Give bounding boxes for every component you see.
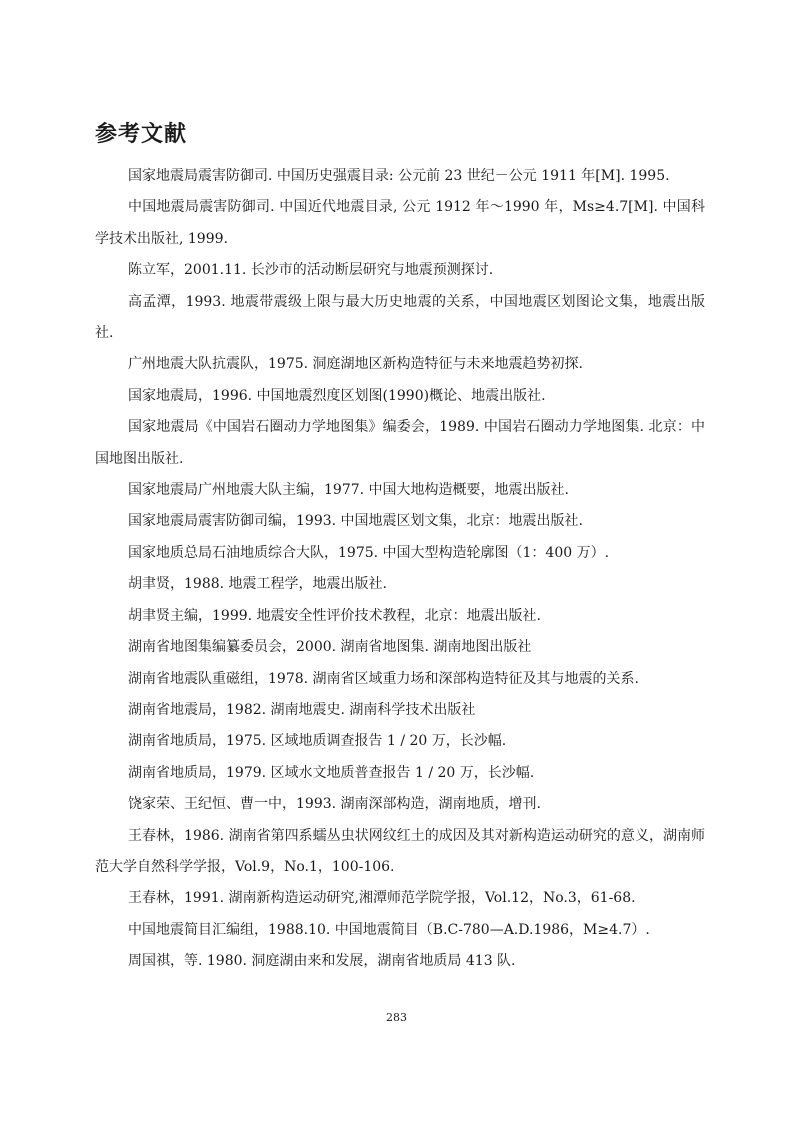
reference-item: 周国祺，等. 1980. 洞庭湖由来和发展，湖南省地质局 413 队.	[128, 953, 516, 970]
page-number: 283	[386, 1011, 407, 1024]
section-heading: 参考文献	[95, 122, 188, 147]
reference-item: 王春林，1986. 湖南省第四系蠕丛虫状网纹红土的成因及其对新构造运动研究的意义，湖南师范大学自然科学学报，Vol.9，No.1，100-106.	[95, 827, 705, 875]
reference-item: 国家地震局，1996. 中国地震烈度区划图(1990)概论、地震出版社.	[128, 387, 546, 404]
reference-item: 中国地震简目汇编组，1988.10. 中国地震简目（B.C-780—A.D.1986，M≥4.7）.	[128, 921, 650, 938]
reference-item: 高孟潭，1993. 地震带震级上限与最大历史地震的关系，中国地震区划图论文集，地震出版社.	[95, 293, 705, 342]
reference-item: 湖南省地质局，1979. 区域水文地质普查报告 1 / 20 万，长沙幅.	[128, 764, 535, 781]
reference-item: 陈立军，2001.11. 长沙市的活动断层研究与地震预测探讨.	[128, 262, 494, 279]
reference-item: 湖南省地质局，1975. 区域地质调查报告 1 / 20 万，长沙幅.	[128, 733, 507, 750]
reference-item: 湖南省地震局，1982. 湖南地震史. 湖南科学技术出版社	[128, 701, 476, 718]
reference-item: 湖南省地图集编纂委员会，2000. 湖南省地图集. 湖南地图出版社	[128, 639, 532, 656]
reference-item: 胡聿贤主编，1999. 地震安全性评价技术教程，北京：地震出版社.	[128, 607, 541, 624]
reference-item: 胡聿贤，1988. 地震工程学，地震出版社.	[128, 576, 387, 593]
reference-item: 国家地震局广州地震大队主编，1977. 中国大地构造概要，地震出版社.	[128, 482, 569, 499]
reference-item: 广州地震大队抗震队，1975. 洞庭湖地区新构造特征与未来地震趋势初探.	[128, 356, 583, 373]
reference-item: 国家地震局震害防御司编，1993. 中国地震区划文集，北京：地震出版社.	[128, 513, 583, 530]
reference-item: 中国地震局震害防御司. 中国近代地震目录, 公元 1912 年～1990 年，Ms≥4.7[M]. 中国科学技术出版社, 1999.	[95, 199, 705, 247]
reference-item: 国家地震局震害防御司. 中国历史强震目录: 公元前 23 世纪－公元 1911 年[M]. 1995.	[128, 168, 670, 184]
reference-item: 国家地震局《中国岩石圈动力学地图集》编委会，1989. 中国岩石圈动力学地图集. 北京：中国地图出版社.	[95, 419, 705, 467]
reference-item: 湖南省地震队重磁组，1978. 湖南省区域重力场和深部构造特征及其与地震的关系.	[128, 670, 639, 687]
reference-item: 饶家荣、王纪恒、曹一中，1993. 湖南深部构造，湖南地质，增刊.	[128, 796, 541, 813]
reference-item: 国家地质总局石油地质综合大队，1975. 中国大型构造轮廓图（1：400 万）.	[128, 544, 610, 561]
reference-list	[95, 161, 705, 978]
reference-item: 王春林，1991. 湖南新构造运动研究,湘潭师范学院学报，Vol.12，No.3，61-68.	[128, 890, 636, 907]
